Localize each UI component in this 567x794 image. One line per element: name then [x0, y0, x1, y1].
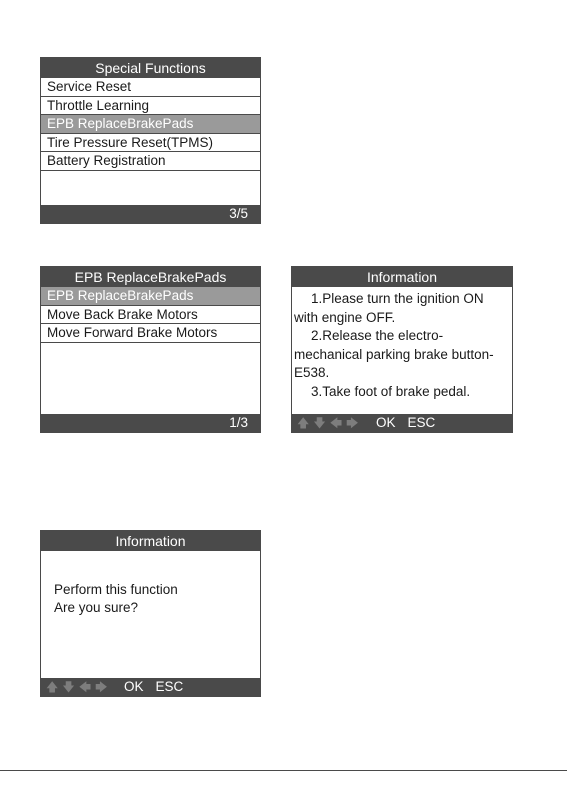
special-functions-screen: [40, 57, 261, 224]
instruction-line: 2.Release the electro-: [311, 328, 444, 343]
epb-menu-screen: [40, 266, 261, 433]
screen-title: Special Functions: [41, 58, 260, 78]
arrow-up-icon[interactable]: 🡅: [297, 416, 312, 430]
status-bar: [41, 205, 260, 223]
nav-arrows: [297, 414, 363, 432]
menu-item-epb-replace-brake-pads[interactable]: EPB ReplaceBrakePads: [41, 287, 260, 306]
status-bar: [41, 414, 260, 432]
status-bar: [41, 678, 260, 696]
menu-item-move-forward-brake-motors[interactable]: Move Forward Brake Motors: [41, 324, 260, 343]
page-indicator: 1/3: [229, 415, 248, 430]
screen-title: Information: [292, 267, 512, 287]
arrow-left-icon[interactable]: 🡄: [329, 416, 345, 430]
menu-item-move-back-brake-motors[interactable]: Move Back Brake Motors: [41, 306, 260, 325]
menu-item-tire-pressure-reset[interactable]: Tire Pressure Reset(TPMS): [41, 134, 260, 153]
arrow-down-icon[interactable]: 🡇: [62, 680, 77, 694]
instruction-line: E538.: [294, 365, 330, 380]
nav-arrows: [46, 678, 112, 696]
screen-title: Information: [41, 531, 260, 551]
page-indicator: 3/5: [229, 206, 248, 221]
action-buttons: [124, 678, 195, 696]
confirm-question: Are you sure?: [54, 600, 139, 615]
instruction-text: [292, 287, 512, 401]
arrow-left-icon[interactable]: 🡄: [78, 680, 94, 694]
instruction-line: 1.Please turn the ignition ON: [311, 291, 484, 306]
arrow-right-icon[interactable]: 🡆: [95, 680, 110, 694]
action-buttons: [376, 414, 447, 432]
information-confirm-screen: [40, 530, 261, 697]
esc-button[interactable]: ESC: [407, 415, 436, 430]
confirm-text: [54, 581, 178, 617]
instruction-line: with engine OFF.: [294, 309, 396, 325]
confirm-line: Perform this function: [54, 582, 178, 597]
page-divider: [0, 770, 567, 771]
ok-button[interactable]: OK: [124, 679, 144, 694]
menu-item-epb-replace-brake-pads[interactable]: EPB ReplaceBrakePads: [41, 115, 260, 134]
esc-button[interactable]: ESC: [155, 679, 184, 694]
status-bar: [292, 414, 512, 432]
ok-button[interactable]: OK: [376, 415, 396, 430]
arrow-down-icon[interactable]: 🡇: [313, 416, 328, 430]
arrow-right-icon[interactable]: 🡆: [346, 416, 361, 430]
instruction-line: mechanical parking brake button-: [294, 346, 494, 362]
menu-item-battery-registration[interactable]: Battery Registration: [41, 152, 260, 171]
arrow-up-icon[interactable]: 🡅: [46, 680, 61, 694]
information-instructions-screen: [291, 266, 513, 433]
menu-item-service-reset[interactable]: Service Reset: [41, 78, 260, 97]
screen-title: EPB ReplaceBrakePads: [41, 267, 260, 287]
menu-item-throttle-learning[interactable]: Throttle Learning: [41, 97, 260, 116]
instruction-line: 3.Take foot of brake pedal.: [311, 383, 471, 399]
